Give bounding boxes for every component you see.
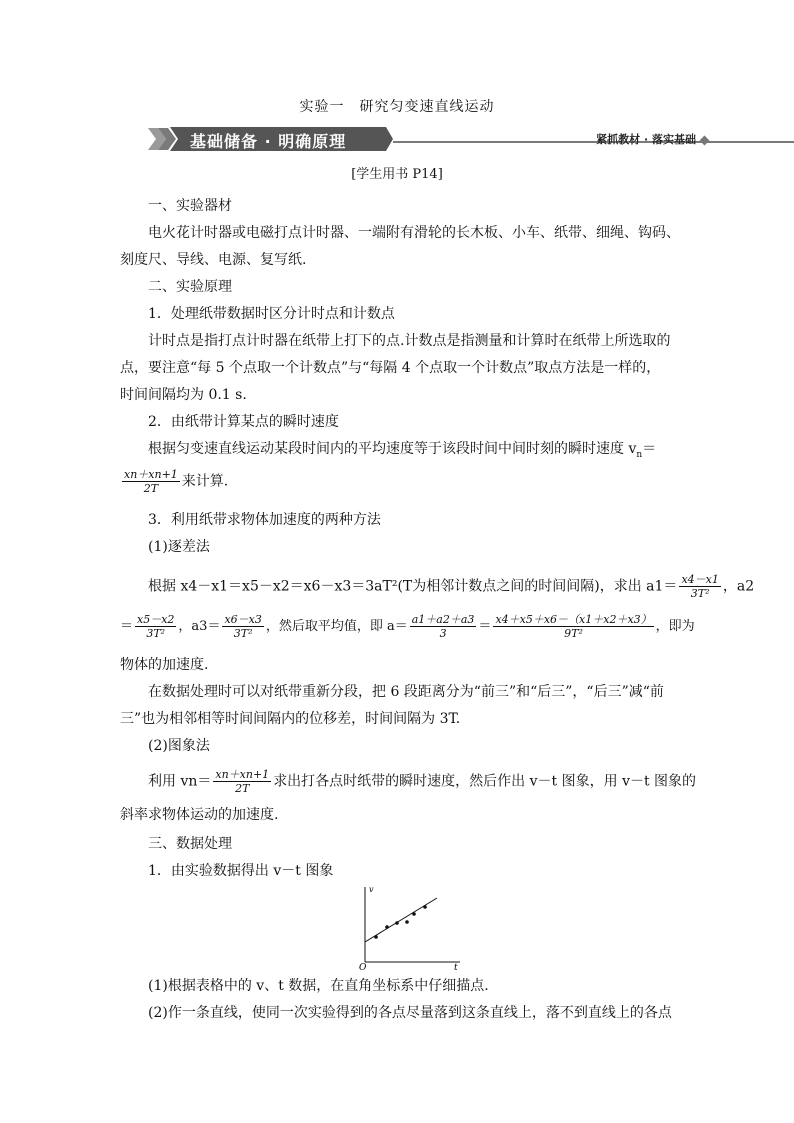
paragraph: 在数据处理时可以对纸带重新分段，把 6 段距离分为“前三”和“后三”，“后三”减“前 [148, 684, 664, 700]
paragraph: 物体的加速度. [120, 657, 209, 673]
data-point [405, 920, 409, 924]
paragraph: 时间间隔均为 0.1 s. [120, 387, 247, 403]
origin-label: O [359, 963, 367, 972]
formula-line: 利用 vn＝ $\frac{xn+xn+1}{2T}$ 求出打各点时纸带的瞬时速度，然后作出 v－t 图象，用 v－t 图象的 [148, 768, 697, 795]
paragraph: 根据匀变速直线运动某段时间内的平均速度等于该段时间中间时刻的瞬时速度 $v_n=$ [148, 441, 657, 460]
subheading: 1．由实验数据得出 v－t 图象 [148, 863, 334, 879]
formula-line: $\frac{xn+xn+1}{2T}$ 来计算. [124, 468, 229, 495]
fraction: $\frac{x6-x3}{\text{3T²}}$ [224, 613, 262, 640]
fraction: $\frac{x5-x2}{\text{3T²}}$ [137, 613, 175, 640]
vt-graph [345, 882, 470, 972]
fraction: $\frac{x4+x5+x6-(x1+x2+x3)}{\text{9T²}}$ [495, 613, 652, 640]
formula-line: 根据 x4－x1＝x5－x2＝x6－x3＝3aT²(T为相邻计数点之间的时间间隔)，求出 a1＝ $\frac{x4-x1}{\text{3T²}}$ ，a2 [148, 573, 755, 600]
section-heading-1: 一、实验器材 [148, 198, 232, 214]
data-point [423, 905, 427, 909]
banner-rule [393, 141, 794, 143]
data-point [412, 912, 416, 916]
subheading: 1．处理纸带数据时区分计时点和计数点 [148, 306, 395, 322]
banner-title: 基础储备 · 明确原理 [190, 132, 347, 151]
diamond-icon [700, 136, 710, 146]
paragraph: 刻度尺、导线、电源、复写纸. [120, 252, 307, 268]
method-label: (2)图象法 [148, 738, 210, 754]
paragraph: 三”也为相邻相等时间间隔内的位移差，时间间隔为 3T. [120, 711, 461, 727]
subheading: 3．利用纸带求物体加速度的两种方法 [148, 512, 381, 528]
paragraph: 点，要注意“每 5 个点取一个计数点”与“每隔 4 个点取一个计数点”取点方法是一样的， [120, 360, 661, 376]
data-point [395, 921, 399, 925]
section-heading-2: 二、实验原理 [148, 279, 232, 295]
fraction: $\frac{xn+xn+1}{2T}$ [124, 468, 178, 495]
data-point [385, 925, 389, 929]
fraction: $\frac{a1+a2+a3}{3}$ [411, 613, 475, 640]
formula-line: ＝ $\frac{x5-x2}{\text{3T²}}$ ，a3＝ $\frac{x6-x3}{\text{3T²}}$ ，然后取平均值，即 a＝ $\frac{a1+a2+a3}{3}$ ＝ $\frac{x4+x5+x6-(x1+x2+x3)}{\text{9T²}}$ ，即为 [120, 613, 695, 640]
axis-label-t: t [454, 963, 458, 972]
paragraph: 斜率求物体运动的加速度. [120, 807, 279, 823]
page-title: 实验一 研究匀变速直线运动 [299, 99, 495, 115]
fraction: $\frac{x4-x1}{\text{3T²}}$ [681, 573, 719, 600]
fraction: $\frac{xn+xn+1}{2T}$ [215, 768, 270, 795]
section-heading-3: 三、数据处理 [148, 836, 232, 852]
paragraph: (2)作一条直线，使同一次实验得到的各点尽量落到这条直线上，落不到直线上的各点 [148, 1005, 672, 1021]
paragraph: 电火花计时器或电磁打点计时器、一端附有滑轮的长木板、小车、纸带、细绳、钩码、 [148, 225, 680, 241]
section-banner [148, 126, 708, 154]
book-reference: [学生用书 P14] [351, 167, 443, 182]
banner-subtitle: 紧抓教材 · 落实基础 [596, 133, 696, 146]
paragraph: (1)根据表格中的 v、t 数据，在直角坐标系中仔细描点. [148, 978, 489, 994]
subheading: 2．由纸带计算某点的瞬时速度 [148, 414, 339, 430]
paragraph: 计时点是指打点计时器在纸带上打下的点.计数点是指测量和计算时在纸带上所选取的 [148, 333, 671, 349]
axis-label-v: v [369, 885, 374, 894]
data-point [374, 935, 378, 939]
method-label: (1)逐差法 [148, 539, 210, 555]
